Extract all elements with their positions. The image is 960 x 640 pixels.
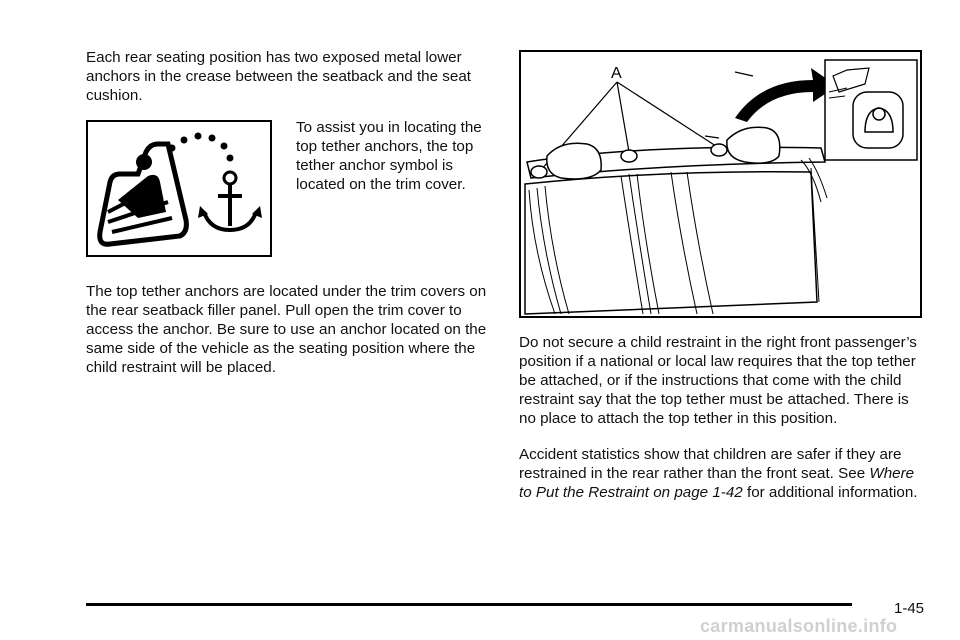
symbol-paragraph: To assist you in locating the top tether anchors, the top tether anchor symbol is located on the trim cover. (296, 119, 482, 193)
child-seat-anchor-icon (88, 122, 270, 255)
page-number: 1-45 (894, 600, 925, 617)
accident-statistics-paragraph (519, 445, 929, 502)
callout-label: A (611, 65, 622, 82)
anchor-location-paragraph: The top tether anchors are located under the trim covers on the rear seatback filler panel. Pull open the trim cover to access the anchor. Be sure to use an anchor located on the same side of the vehicle as the seating position where the child restraint will be placed. (86, 283, 487, 376)
rear-seatback-diagram (521, 52, 920, 316)
cross-reference-link[interactable]: Where to Put the Restraint on page 1-42 (519, 465, 915, 501)
intro-paragraph: Each rear seating position has two exposed metal lower anchors in the crease between the seatback and the seat cushion. (86, 49, 472, 104)
watermark: carmanualsonline.info (700, 616, 898, 636)
tether-anchor-symbol (86, 120, 272, 257)
footer-rule (86, 603, 852, 606)
statistics-tail: for additional information. (742, 484, 918, 501)
front-seat-paragraph: Do not secure a child restraint in the right front passenger’s position if a national or local law requires that the top tether be attached, or if the instructions that come with the child restraint say that the top tether must be attached. There is no place to attach the top tether in this position. (519, 334, 917, 427)
statistics-text: Accident statistics show that children are safer if they are restrained in the rear rather than the front seat. See (519, 446, 902, 482)
rear-seat-illustration (519, 50, 922, 318)
